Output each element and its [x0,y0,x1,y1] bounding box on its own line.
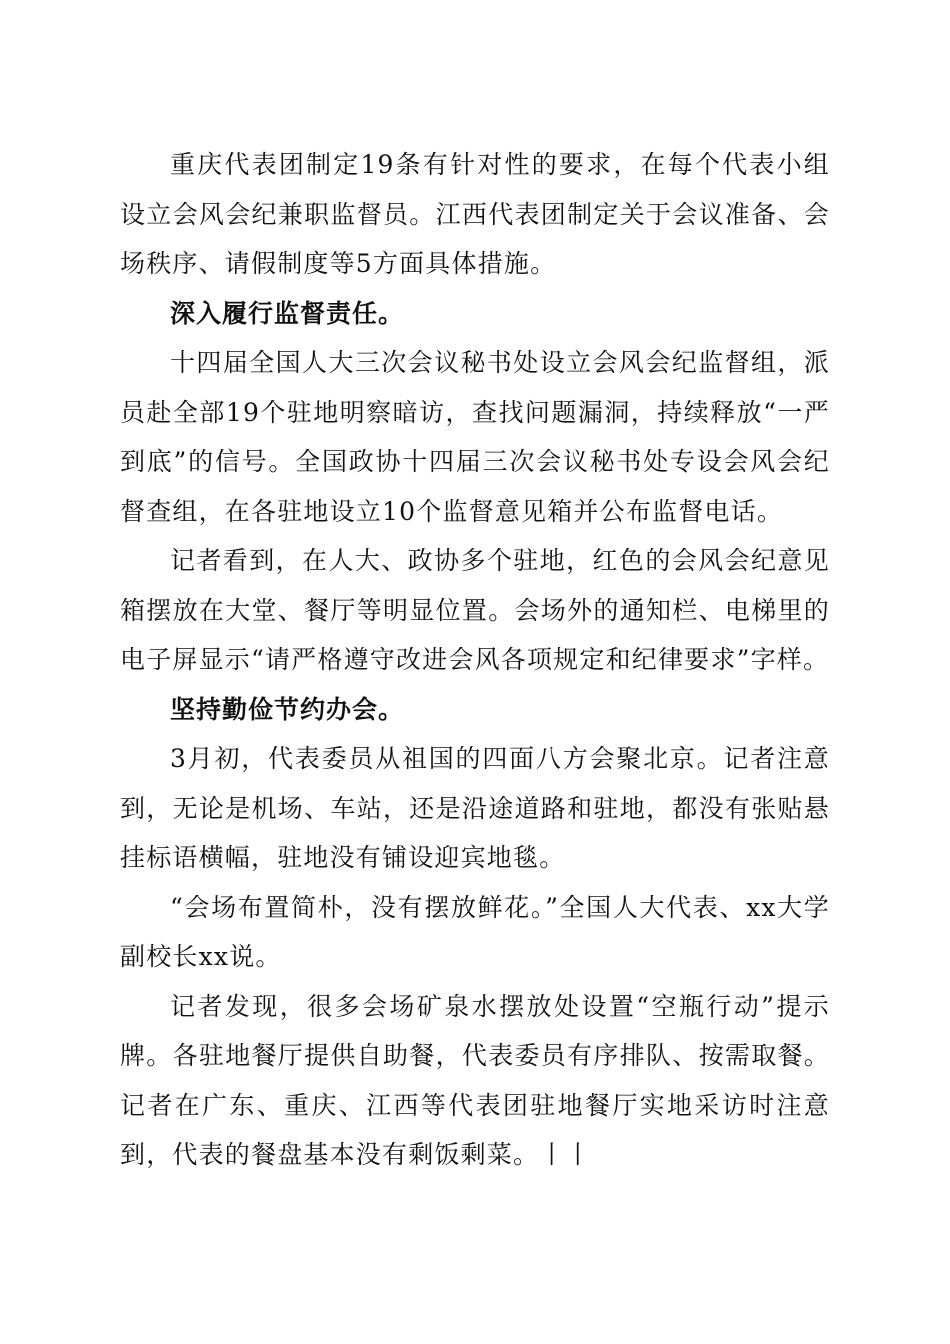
paragraph-arrival-beijing: 3月初，代表委员从祖国的四面八方会聚北京。记者注意到，无论是机场、车站，还是沿途道路和驻地，都没有张贴悬挂标语横幅，驻地没有铺设迎宾地毯。 [120,744,830,872]
paragraph-opinion-boxes: 记者看到，在人大、政协多个驻地，红色的会风会纪意见箱摆放在大堂、餐厅等明显位置。会场外的通知栏、电梯里的电子屏显示“请严格遵守改进会风各项规定和纪律要求”字样。 [120,546,830,674]
section-heading-frugality: 坚持勤俭节约办会。 [170,694,405,724]
document-body [120,140,830,1180]
paragraph-empty-bottle-action: 记者发现，很多会场矿泉水摆放处设置“空瓶行动”提示牌。各驻地餐厅提供自助餐，代表委员有序排队、按需取餐。记者在广东、重庆、江西等代表团驻地餐厅实地采访时注意到，代表的餐盘基本没有剩饭剩菜。丨丨 [120,991,830,1169]
section-heading-supervision: 深入履行监督责任。 [170,298,405,328]
paragraph-chongqing-jiangxi: 重庆代表团制定19条有针对性的要求，在每个代表小组设立会风会纪兼职监督员。江西代表团制定关于会议准备、会场秩序、请假制度等5方面具体措施。 [120,150,830,278]
paragraph-quote-simple-venue: “会场布置简朴，没有摆放鲜花。”全国人大代表、xx大学副校长xx说。 [120,892,830,971]
paragraph-secretariat-supervision: 十四届全国人大三次会议秘书处设立会风会纪监督组，派员赴全部19个驻地明察暗访，查找问题漏洞，持续释放“一严到底”的信号。全国政协十四届三次会议秘书处专设会风会纪督查组，在各驻地设立10个监督意见箱并公布监督电话。 [120,348,830,526]
